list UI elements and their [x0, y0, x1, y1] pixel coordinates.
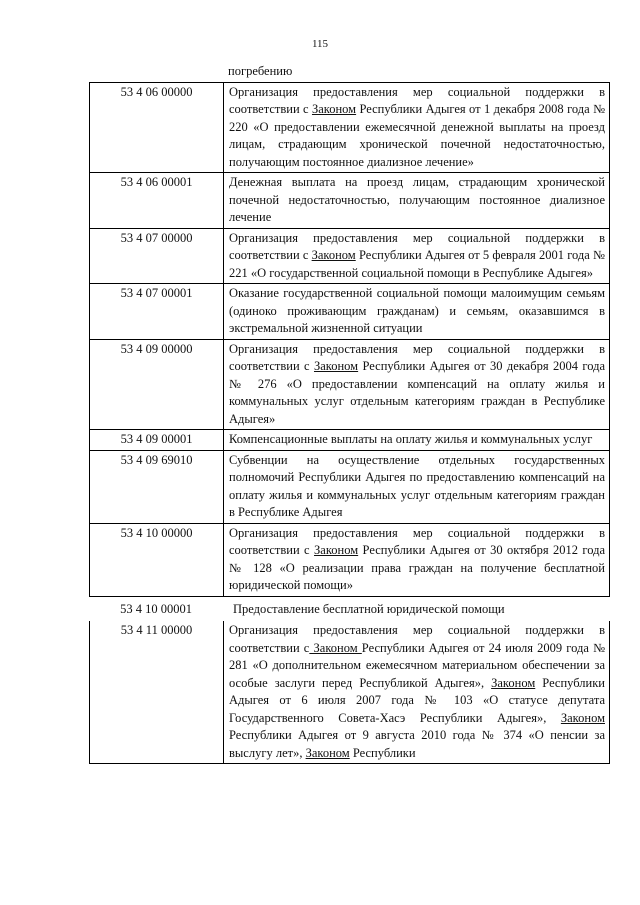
law-link: Законом: [309, 640, 362, 655]
code-cell: 53 4 09 00001: [90, 430, 224, 450]
table-row: [89, 83, 610, 174]
table-row: [89, 173, 610, 229]
budget-code-table: [89, 62, 610, 764]
code-cell: 53 4 10 00001: [120, 601, 192, 616]
table-row: [89, 340, 610, 431]
description-cell: Предоставление бесплатной юридической помощи: [233, 601, 505, 616]
continuation-text: погребению: [228, 64, 293, 78]
page-number: 115: [311, 38, 329, 50]
table-row: [89, 229, 610, 285]
description-cell: [224, 430, 609, 450]
description-cell: [224, 229, 609, 284]
code-cell: 53 4 09 00000: [90, 340, 224, 430]
law-link: Законом: [313, 359, 359, 373]
text-part: Республики Адыгея от 24 июля 2009 года № 281 «О дополнительном ежемесячном материальном обеспечении за особые заслуги перед Республикой Адыгея»,: [229, 640, 605, 690]
description-cell: [224, 284, 609, 339]
table-row-plain: [89, 597, 610, 622]
text-part: Организация предоставления мер социальной поддержки в соответствии с: [229, 230, 605, 262]
code-cell: [89, 62, 223, 82]
table-row: [89, 451, 610, 524]
code-cell: 53 4 06 00000: [90, 83, 224, 173]
table-row: [89, 430, 610, 451]
text-part: Республики Адыгея от 30 декабря 2004 года № 276 «О предоставлении компенсаций на оплату жилья и коммунальных услуг отдельным категориям граждан в Республике Адыгея»: [229, 359, 605, 426]
text-part: Организация предоставления мер социальной поддержки в соответствии с: [229, 341, 605, 373]
description-cell: [224, 173, 609, 228]
law-link: Законом: [305, 745, 350, 760]
text-part: Денежная выплата на проезд лицам, страдающим хронической почечной недостаточностью, получающим постоянное диализное лечение: [229, 175, 605, 224]
text-part: Республики Адыгея от 30 октября 2012 года № 128 «О реализации права граждан на получение бесплатной юридической помощи»: [229, 543, 605, 592]
law-link: Законом: [314, 543, 359, 557]
text-part: Республики Адыгея от 5 февраля 2001 года № 221 «О государственной социальной помощи в Республике Адыгея»: [229, 248, 605, 280]
table-rows: [89, 82, 610, 597]
text-part: Республики Адыгея от 6 июля 2007 года № 103 «О статусе депутата Государственного Совета-Хасэ Республики Адыгея»,: [229, 675, 605, 725]
text-part: Организация предоставления мер социальной поддержки в соответствии с: [229, 525, 605, 557]
description-cell: [224, 524, 609, 596]
table-row: [89, 621, 610, 764]
text-part: Организация предоставления мер социальной поддержки в соответствии с: [229, 84, 605, 116]
continuation-row: [89, 62, 610, 82]
law-link: Законом: [311, 102, 357, 116]
table-row: [89, 524, 610, 597]
code-cell: 53 4 06 00001: [90, 173, 224, 228]
law-link: Законом: [491, 675, 536, 690]
text-part: Компенсационные выплаты на оплату жилья и коммунальных услуг: [229, 432, 593, 446]
law-link: Законом: [311, 248, 356, 262]
text-part: Организация предоставления мер социальной поддержки в соответствии с: [229, 623, 605, 655]
text-part: Оказание государственной социальной помощи малоимущим семьям (одиноко проживающим гражданам) и семьям, оказавшимся в экстремальной жизненной ситуации: [229, 286, 605, 335]
description-cell: [224, 83, 609, 173]
code-cell: 53 4 09 69010: [90, 451, 224, 523]
table-row: [89, 284, 610, 340]
code-cell: 53 4 07 00000: [90, 229, 224, 284]
text-part: Республики: [349, 745, 416, 760]
description-cell: [224, 340, 609, 430]
code-cell: 53 4 11 00000: [90, 621, 224, 763]
description-cell: [224, 621, 609, 763]
law-link: Законом: [560, 710, 605, 725]
code-cell: 53 4 07 00001: [90, 284, 224, 339]
text-part: Республики Адыгея от 9 августа 2010 года № 374 «О пенсии за выслугу лет»,: [229, 728, 605, 760]
code-cell: 53 4 10 00000: [90, 524, 224, 596]
text-part: Республики Адыгея от 1 декабря 2008 года № 220 «О предоставлении ежемесячной денежной выплаты на проезд лицам, страдающим хронической почечной недостаточностью, получающим постоянное диализное лечение»: [229, 102, 605, 169]
description-cell: [224, 451, 609, 523]
text-part: Субвенции на осуществление отдельных государственных полномочий Республики Адыгея по предоставлению компенсаций на оплату жилья и коммунальных услуг отдельным категориям граждан в Республике Адыгея: [229, 452, 605, 519]
